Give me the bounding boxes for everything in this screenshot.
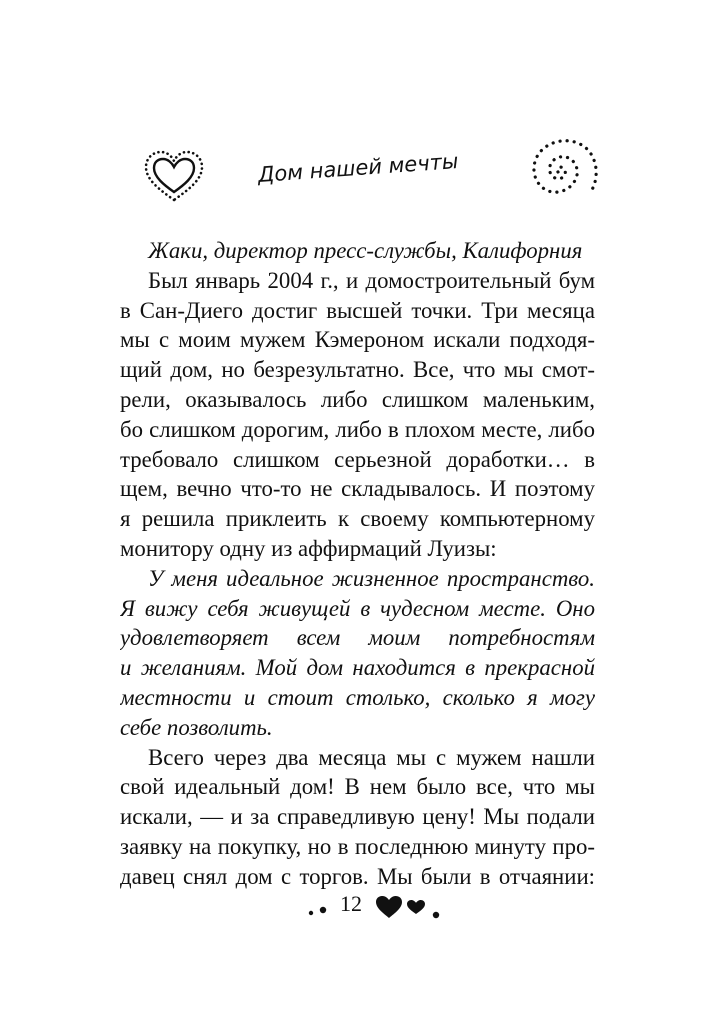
page-number: 12 [340,891,362,916]
text-line: мы с моим мужем Кэмероном искали подходя- [120,327,595,353]
text-line: свой идеальный дом! В нем было все, что мы [120,774,595,800]
text-line: монитору одну из аффирмаций Луизы: [120,535,497,561]
affirmation-line: себе позволить. [120,714,273,740]
text-line: заявку на покупку, но в последнюю минуту про- [120,833,595,859]
chapter-title: Дом нашей мечты [257,149,460,187]
affirmation-line: У меня идеальное жизненное пространство. [148,565,595,591]
text-line: рели, оказывалось либо слишком маленьким, [120,386,595,412]
hearts-dots-icon [374,894,446,922]
text-line: бо слишком дорогим, либо в плохом месте, либо [120,416,595,442]
page-footer [0,890,709,930]
author-attribution: Жаки, директор пресс-службы, Калифорния [148,238,583,263]
dots-icon [305,902,335,918]
text-line: в Сан-Диего достиг высшей точки. Три месяца [120,297,595,323]
text-line: давец снял дом с торгов. Мы были в отчаянии: [120,863,595,889]
dotted-spiral-icon [510,125,605,225]
text-line: щий дом, но безрезультатно. Все, что мы смот- [120,357,595,383]
text-line: Всего через два месяца мы с мужем нашли [148,744,595,770]
text-line: Был январь 2004 г., и домостроительный бум [148,267,595,293]
text-line: я решила приклеить к своему компьютерному [120,506,595,532]
affirmation-line: местности и стоит столько, сколько я могу [120,684,595,710]
page-text [120,236,595,892]
affirmation-line: и желаниям. Мой дом находится в прекрасной [120,655,595,681]
affirmation-line: Я вижу себя живущей в чудесном месте. Оно [120,595,595,621]
text-line: искали, — и за справедливую цену! Мы подали [120,804,595,830]
dotted-heart-icon [140,148,208,208]
text-line: щем, вечно что-то не складывалось. И поэтому [120,476,595,502]
affirmation-line: удовлетворяет всем моим потребностям [120,625,595,651]
text-line: требовало слишком серьезной доработки… в [120,446,595,472]
